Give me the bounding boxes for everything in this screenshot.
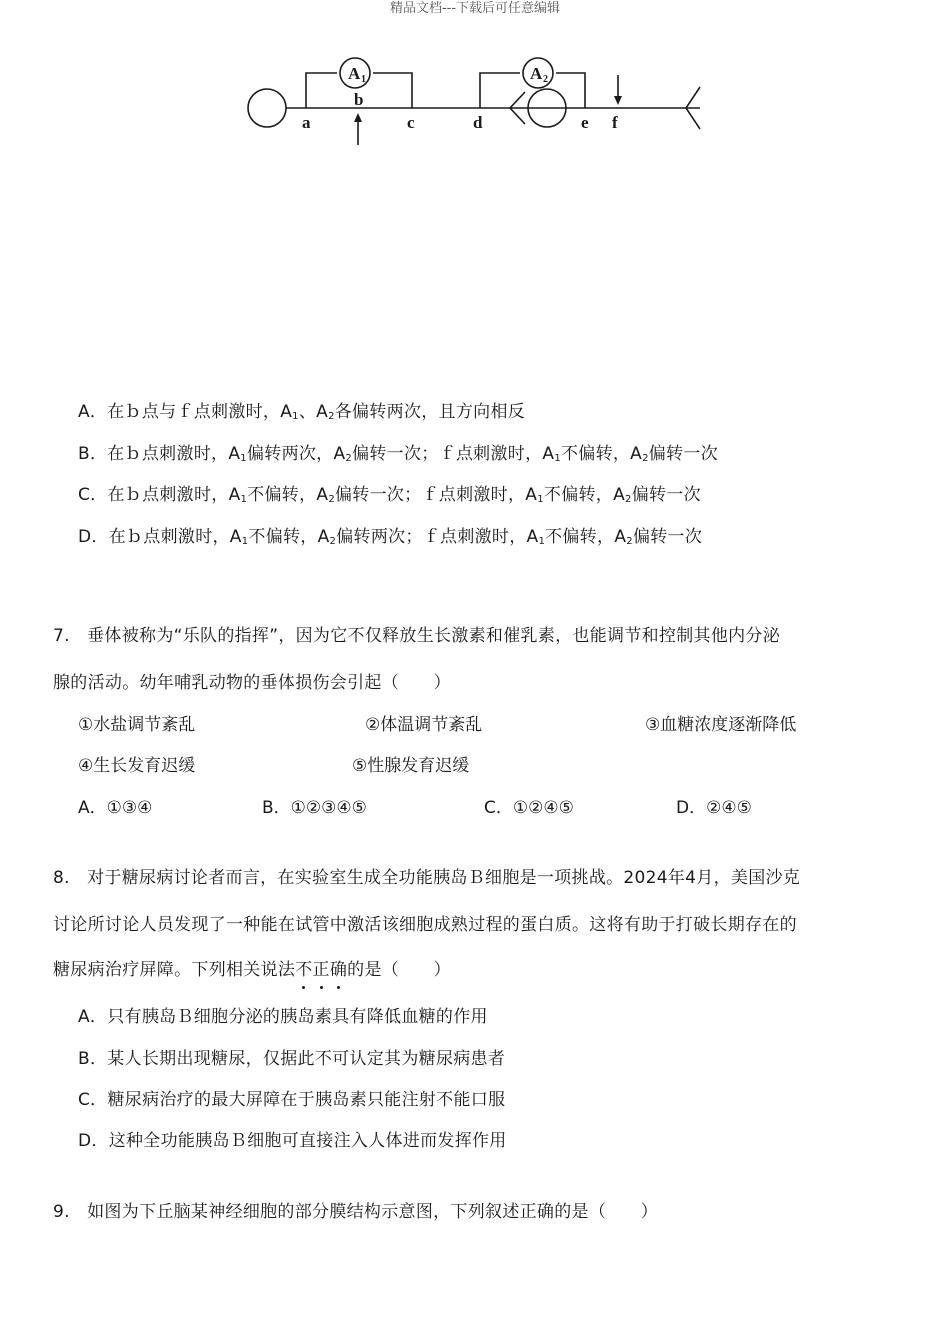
label-d: d	[473, 113, 483, 132]
page-header: 精品文档---下载后可任意编辑	[389, 1, 561, 16]
q8-stem-line3: 糖尿病治疗屏障。下列相关说法不正确的是（ ）	[53, 960, 451, 980]
q7-option-d: D．②④⑤	[676, 798, 752, 818]
meter-a1-letter: A	[348, 64, 361, 83]
q9-stem-line1: 9. 如图为下丘脑某神经细胞的部分膜结构示意图，下列叙述正确的是（ ）	[53, 1202, 659, 1222]
svg-text:1: 1	[361, 74, 366, 85]
q6-option-c: C．在ｂ点刺激时，$A_1$不偏转，$A_2$偏转一次；ｆ点刺激时，$A_1$不偏转，$A_2$偏转一次	[78, 485, 701, 505]
q7-option-a: A．①③④	[78, 798, 153, 818]
q7-stem-line1: 7. 垂体被称为“乐队的指挥”，因为它不仅释放生长激素和催乳素，也能调节和控制其他内分泌	[53, 626, 781, 646]
q8-option-c: C．糖尿病治疗的最大屏障在于胰岛素只能注射不能口服	[78, 1090, 506, 1110]
label-f: f	[612, 113, 618, 132]
q8-option-b: B．某人长期出现糖尿，仅据此不可认定其为糖尿病患者	[78, 1049, 506, 1069]
q8-stem-line2: 讨论所讨论人员发现了一种能在试管中激活该细胞成熟过程的蛋白质。这将有助于打破长期存在的	[53, 915, 797, 935]
emphasis-char: 正	[312, 960, 330, 980]
q7-stem-line2: 腺的活动。幼年哺乳动物的垂体损伤会引起（ ）	[53, 673, 451, 693]
label-e: e	[581, 113, 589, 132]
q7-item-4: ④生长发育迟缓	[78, 756, 196, 776]
q6-option-a: A．在ｂ点与ｆ点刺激时，$A_1$、$A_2$各偏转两次，且方向相反	[78, 402, 526, 422]
svg-text:2: 2	[543, 74, 548, 85]
q7-option-b: B．①②③④⑤	[262, 798, 367, 818]
meter-a2-letter: A	[530, 64, 543, 83]
label-c: c	[407, 113, 415, 132]
q7-item-5: ⑤性腺发育迟缓	[352, 756, 470, 776]
emphasis-char: 确	[329, 960, 348, 980]
label-b: b	[354, 90, 364, 109]
arrow-f	[614, 96, 622, 105]
emphasis-char: 不	[295, 960, 313, 980]
q8-option-a: A．只有胰岛Ｂ细胞分泌的胰岛素具有降低血糖的作用	[78, 1007, 488, 1027]
q7-item-1: ①水盐调节紊乱	[78, 715, 196, 735]
q8-option-d: D．这种全功能胰岛Ｂ细胞可直接注入人体进而发挥作用	[78, 1131, 507, 1151]
q7-item-3: ③血糖浓度逐渐降低	[645, 715, 797, 735]
q8-stem-line1: 8. 对于糖尿病讨论者而言，在实验室生成全功能胰岛Ｂ细胞是一项挑战。2024年4月，美国沙克	[53, 868, 801, 888]
neuron-body-left	[248, 89, 286, 127]
arrow-b	[354, 113, 362, 122]
q6-option-d: D．在ｂ点刺激时，$A_1$不偏转，$A_2$偏转两次；ｆ点刺激时，$A_1$不偏转，$A_2$偏转一次	[78, 527, 703, 547]
q6-option-b: B．在ｂ点刺激时，$A_1$偏转两次，$A_2$偏转一次；ｆ点刺激时，$A_1$不偏转，$A_2$偏转一次	[78, 444, 718, 464]
label-a: a	[302, 113, 311, 132]
q7-item-2: ②体温调节紊乱	[365, 715, 483, 735]
q7-option-c: C．①②④⑤	[484, 798, 574, 818]
nerve-conduction-diagram	[240, 55, 710, 150]
